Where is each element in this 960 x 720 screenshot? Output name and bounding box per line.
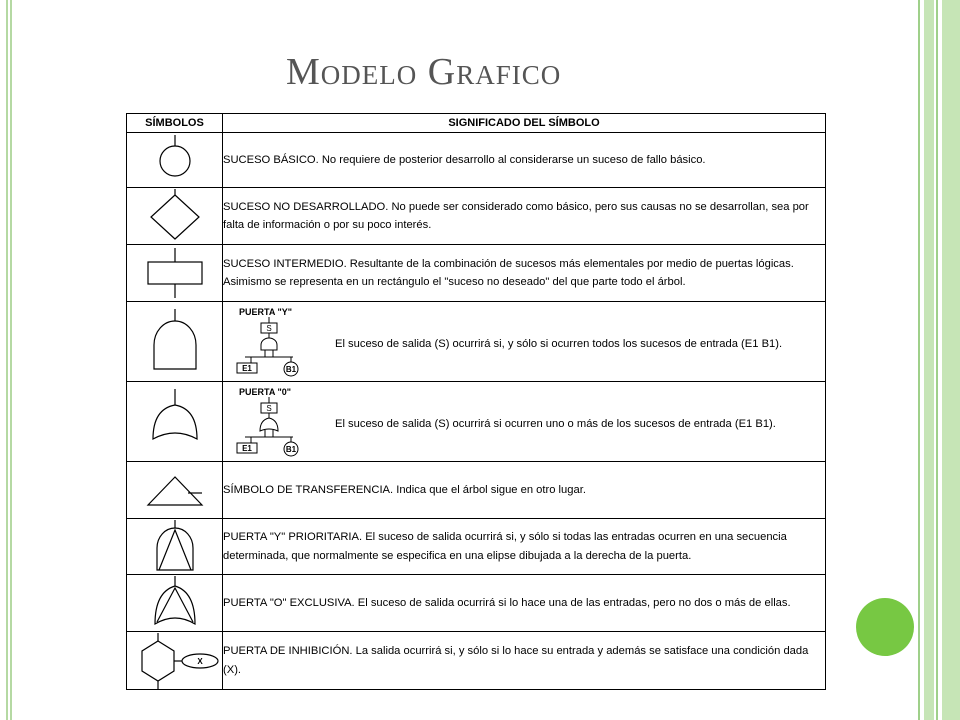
diagram-e1-label: E1 (242, 443, 252, 453)
diagram-s-label: S (266, 323, 272, 333)
slide-title: Modelo Grafico (286, 51, 562, 93)
row-text: PUERTA DE INHIBICIÓN. La salida ocurrirá si, y sólo si lo hace su entrada y además se satisface una condición dada (X). (223, 632, 826, 690)
gate-label: PUERTA "0" (239, 386, 292, 397)
transfer-triangle-icon (127, 462, 223, 519)
slide-frame-right (918, 0, 960, 720)
row-text: PUERTA "Y" PRIORITARIA. El suceso de salida ocurrirá si, y sólo si todas las entradas ocurren en una secuencia determinada, que normalmente se especifica en una elipse dibujada a la derecha de la puerta. (223, 519, 826, 575)
table-row (127, 302, 826, 382)
gate-label: PUERTA "Y" (239, 306, 293, 317)
accent-circle (856, 598, 914, 656)
table-row (127, 245, 826, 302)
basic-event-circle-icon (127, 133, 223, 188)
table-header-row (127, 114, 826, 133)
row-text: SUCESO BÁSICO. No requiere de posterior desarrollo al considerarse un suceso de fallo básico. (223, 133, 826, 188)
symbols-table (126, 113, 826, 690)
table-row (127, 519, 826, 575)
priority-and-gate-icon (127, 519, 223, 575)
and-gate-diagram (233, 305, 329, 379)
intermediate-event-rectangle-icon (127, 245, 223, 302)
inhibit-condition-label: X (196, 656, 203, 666)
header-meaning: SIGNIFICADO DEL SÍMBOLO (223, 114, 826, 133)
diagram-s-label: S (266, 403, 272, 413)
row-text: El suceso de salida (S) ocurrirá si, y sólo si ocurren todos los sucesos de entrada (E1 B1). (335, 337, 783, 350)
header-symbols: SÍMBOLOS (127, 114, 223, 133)
diagram-b1-label: B1 (285, 444, 297, 454)
table-row (127, 382, 826, 462)
or-gate-icon (127, 382, 223, 462)
row-text: SUCESO NO DESARROLLADO. No puede ser considerado como básico, pero sus causas no se desarrollan, sea por falta de información o por su poco interés. (223, 188, 826, 245)
and-gate-description (223, 302, 826, 382)
undeveloped-event-diamond-icon (127, 188, 223, 245)
diagram-e1-label: E1 (242, 363, 252, 373)
row-text: PUERTA "O" EXCLUSIVA. El suceso de salida ocurrirá si lo hace una de las entradas, pero no dos o más de ellas. (223, 575, 826, 632)
table-row (127, 632, 826, 690)
or-gate-description (223, 382, 826, 462)
row-text: El suceso de salida (S) ocurrirá si ocurren uno o más de los sucesos de entrada (E1 B1). (335, 417, 776, 430)
row-text: SUCESO INTERMEDIO. Resultante de la combinación de sucesos más elementales por medio de puertas lógicas. Asimismo se representa en un rectángulo el "suceso no deseado" del que parte todo el árbol. (223, 245, 826, 302)
and-gate-icon (127, 302, 223, 382)
row-text: SÍMBOLO DE TRANSFERENCIA. Indica que el árbol sigue en otro lugar. (223, 462, 826, 519)
table-row (127, 462, 826, 519)
slide-frame-left (6, 0, 12, 720)
exclusive-or-gate-icon (127, 575, 223, 632)
diagram-b1-label: B1 (285, 364, 297, 374)
table-row (127, 133, 826, 188)
inhibit-gate-hexagon-icon (127, 632, 223, 690)
table-row (127, 575, 826, 632)
or-gate-diagram (233, 385, 329, 459)
table-row (127, 188, 826, 245)
